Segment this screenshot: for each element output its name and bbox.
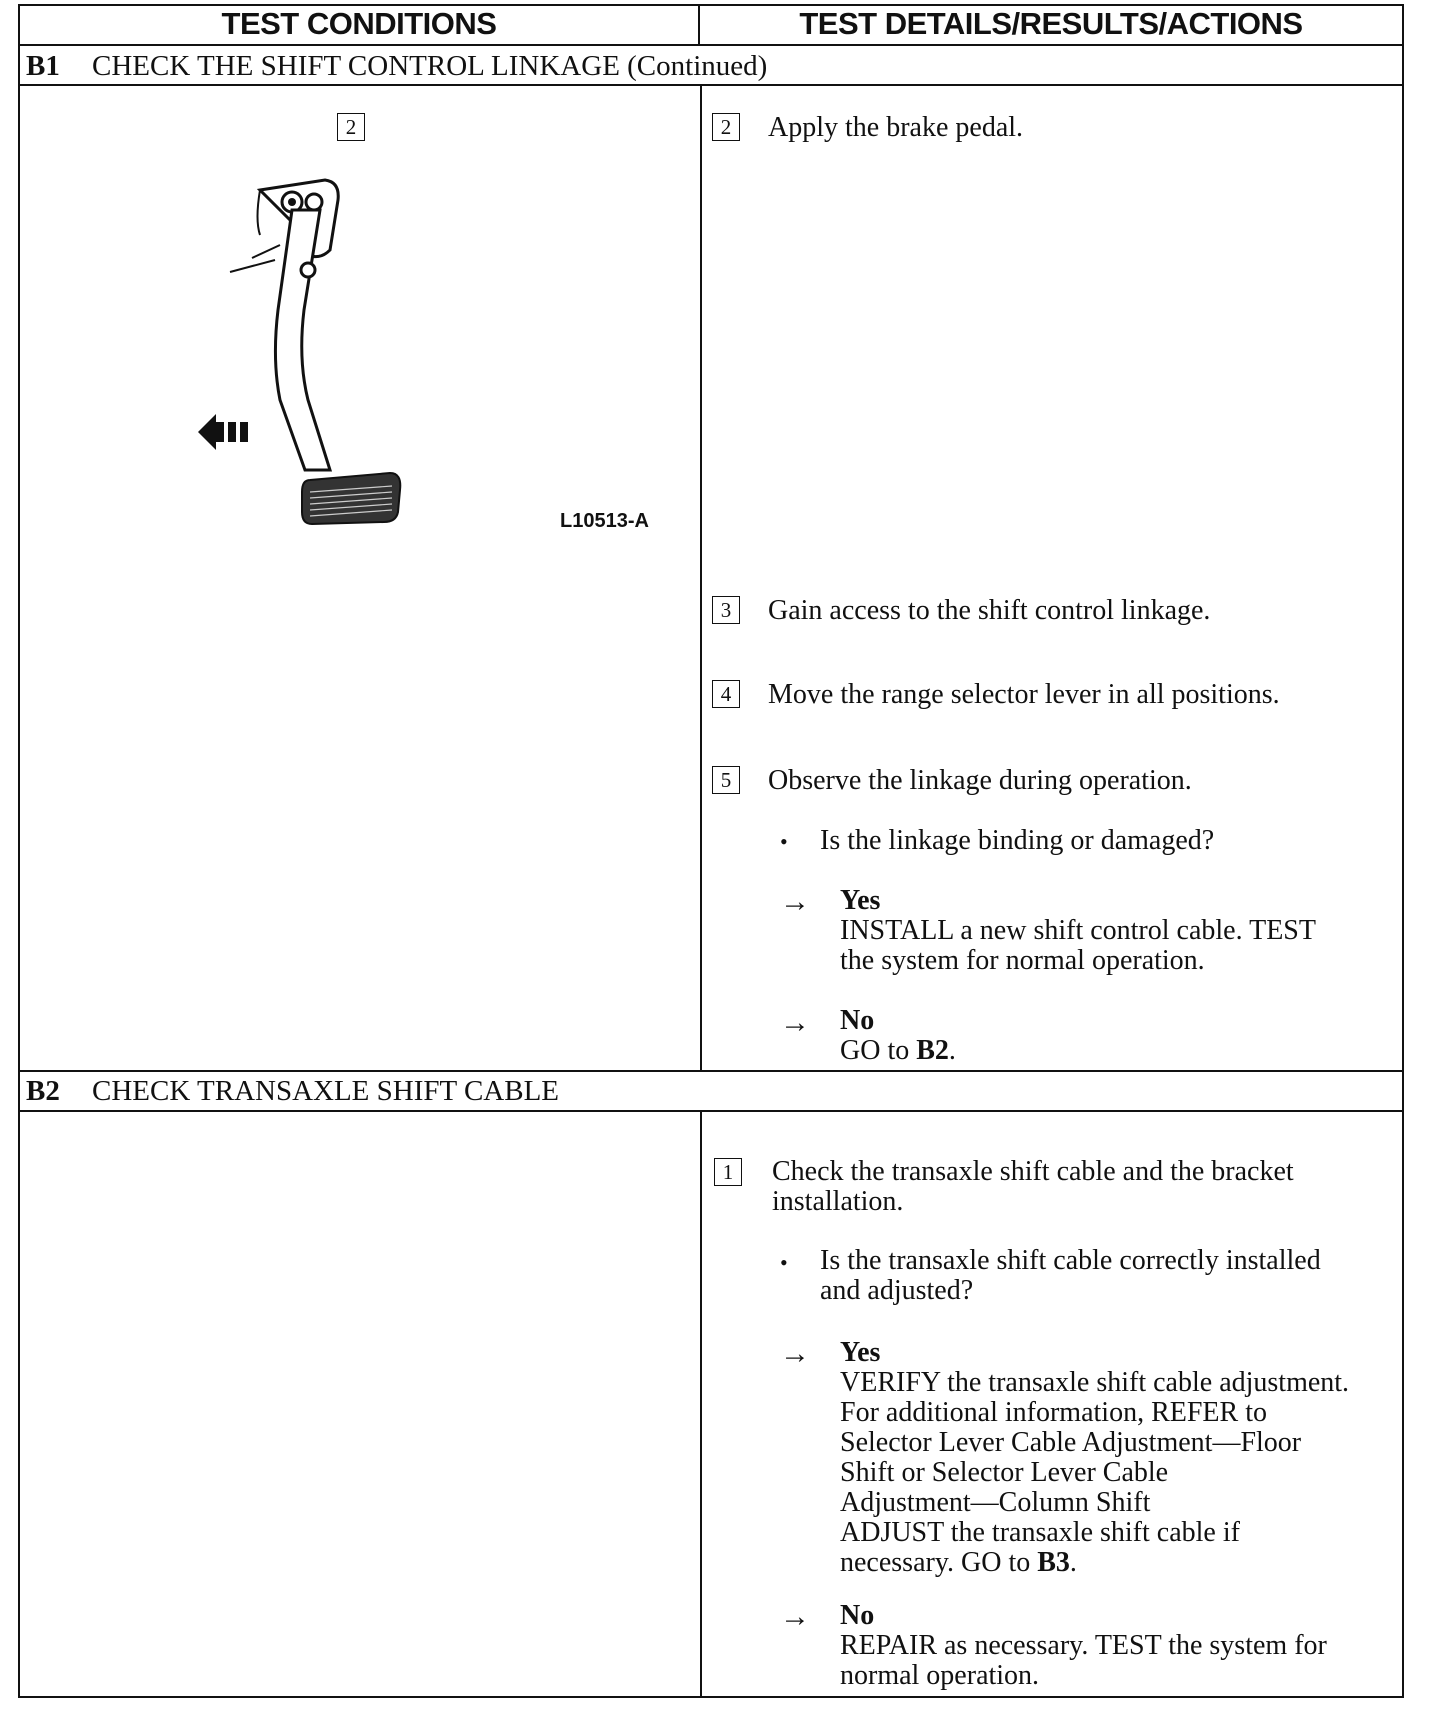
answer-line: ADJUST the transaxle shift cable if	[840, 1517, 1240, 1548]
answer-line: Shift or Selector Lever Cable	[840, 1457, 1169, 1488]
answer-text: .	[1069, 1547, 1077, 1578]
b2-yes-answer	[840, 1338, 1349, 1578]
arrow-icon: →	[780, 1006, 810, 1039]
answer-line: VERIFY the transaxle shift cable adjustment.	[840, 1367, 1350, 1398]
divider	[18, 1110, 1404, 1112]
b2-question	[820, 1246, 1321, 1306]
ref-b3-link[interactable]: B3	[1037, 1547, 1070, 1578]
answer-line: REPAIR as necessary. TEST the system for	[840, 1630, 1327, 1661]
arrow-icon: →	[780, 885, 810, 918]
section-code: B1	[26, 50, 60, 82]
arrow-icon: →	[780, 1337, 810, 1370]
answer-line	[840, 1036, 956, 1066]
column-divider	[700, 84, 702, 1070]
yes-label: Yes	[840, 885, 881, 916]
figure-label: L10513-A	[560, 510, 649, 532]
step-2-text: Apply the brake pedal.	[768, 112, 1024, 143]
answer-text: GO to	[840, 1035, 917, 1066]
section-b2-heading	[26, 1075, 559, 1108]
brake-pedal-illustration	[180, 160, 430, 530]
section-b1-heading	[26, 50, 767, 83]
answer-text: .	[948, 1035, 956, 1066]
column-divider	[698, 4, 700, 44]
bullet-icon: •	[780, 829, 788, 854]
arrow-icon: →	[780, 1600, 810, 1633]
section-title: CHECK TRANSAXLE SHIFT CABLE	[92, 1075, 560, 1107]
step-box-5: 5	[712, 766, 740, 794]
divider	[18, 44, 1404, 46]
yes-label: Yes	[840, 1337, 881, 1368]
bullet-icon: •	[780, 1250, 788, 1275]
answer-text: necessary. GO to	[840, 1547, 1038, 1578]
b1-question: Is the linkage binding or damaged?	[820, 825, 1215, 856]
section-title: CHECK THE SHIFT CONTROL LINKAGE (Continued)	[92, 50, 768, 82]
divider	[18, 1070, 1404, 1072]
figure-step-box: 2	[337, 113, 365, 141]
b2-step-1-text	[772, 1157, 1294, 1217]
question-line: and adjusted?	[820, 1275, 974, 1306]
b1-yes-answer	[840, 886, 1316, 976]
answer-line: the system for normal operation.	[840, 945, 1205, 976]
step-5-text: Observe the linkage during operation.	[768, 765, 1192, 796]
column-divider	[700, 1110, 702, 1698]
divider	[18, 84, 1404, 86]
step-box-3: 3	[712, 596, 740, 624]
answer-line: INSTALL a new shift control cable. TEST	[840, 915, 1316, 946]
header-test-conditions: TEST CONDITIONS	[221, 6, 497, 41]
no-label: No	[840, 1600, 875, 1631]
step-4-text: Move the range selector lever in all positions.	[768, 679, 1280, 710]
section-code: B2	[26, 1075, 60, 1107]
answer-line: Selector Lever Cable Adjustment—Floor	[840, 1427, 1302, 1458]
question-line: Is the transaxle shift cable correctly installed	[820, 1245, 1321, 1276]
no-label: No	[840, 1005, 875, 1036]
push-arrow-icon	[198, 412, 260, 452]
answer-line: Adjustment—Column Shift	[840, 1487, 1151, 1518]
step-box-2: 2	[712, 113, 740, 141]
answer-line: For additional information, REFER to	[840, 1397, 1267, 1428]
b2-no-answer	[840, 1601, 1327, 1691]
answer-line	[840, 1548, 1349, 1578]
ref-b2-link[interactable]: B2	[916, 1035, 949, 1066]
step-box-4: 4	[712, 680, 740, 708]
answer-line: normal operation.	[840, 1660, 1040, 1691]
step-3-text: Gain access to the shift control linkage.	[768, 595, 1211, 626]
step-box-1: 1	[714, 1158, 742, 1186]
step-line: Check the transaxle shift cable and the bracket	[772, 1156, 1294, 1187]
b1-no-answer	[840, 1006, 956, 1066]
step-line: installation.	[772, 1186, 904, 1217]
header-test-details: TEST DETAILS/RESULTS/ACTIONS	[799, 6, 1303, 41]
